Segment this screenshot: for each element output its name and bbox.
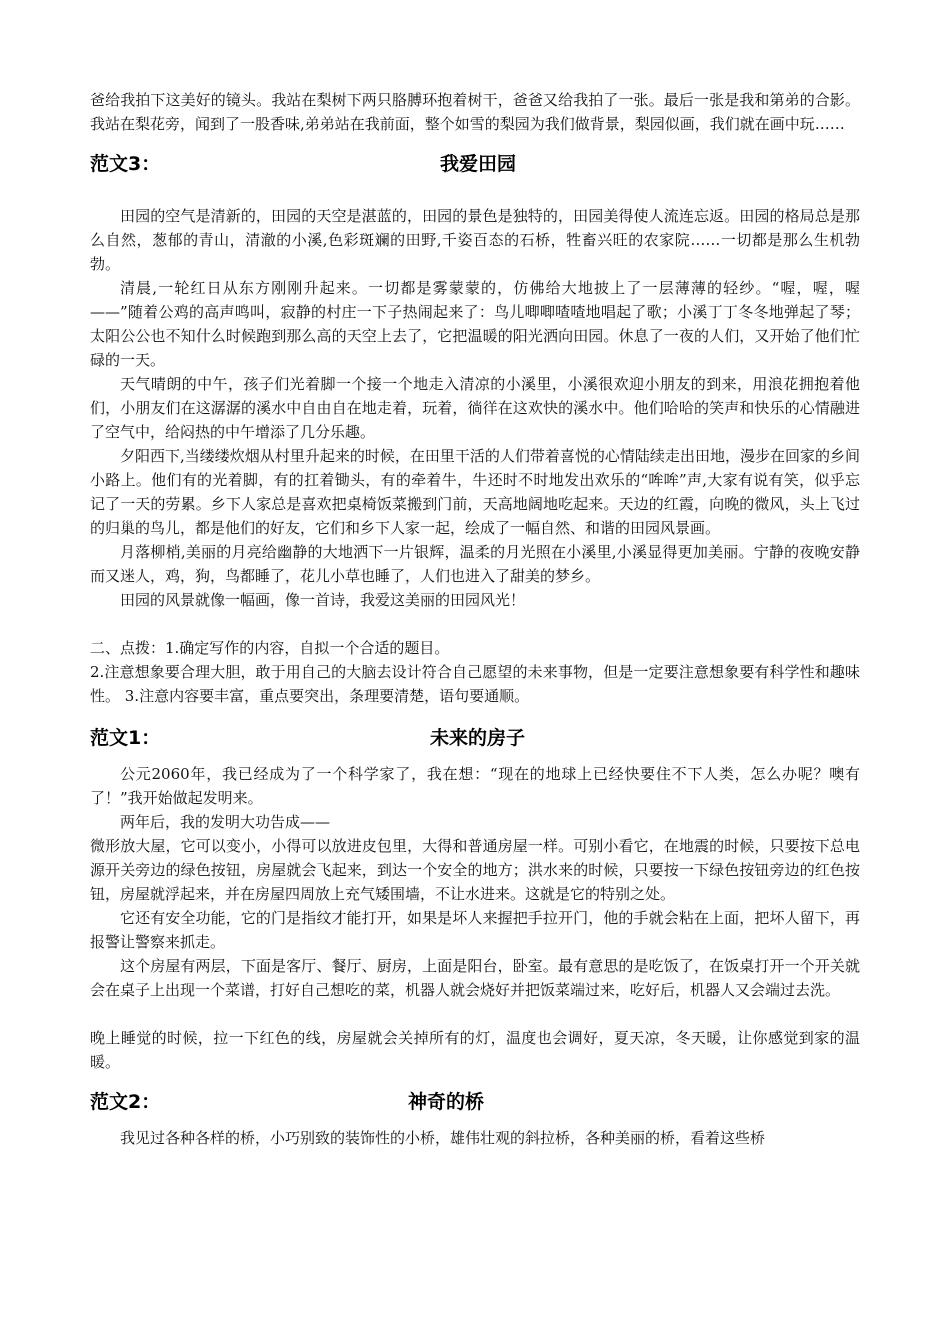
essay3-label: 范文3： <box>90 153 161 175</box>
essay1-paragraph: 微形放大屋，它可以变小，小得可以放进皮包里，大得和普通房屋一样。可别小看它，在地震的时候，只要按下总电源开关旁边的绿色按钮，房屋就会飞起来，到达一个安全的地方；洪水来的时候，只要按一下绿色按钮旁边的红色按钮，房屋就浮起来，并在房屋四周放上充气矮围墙，不让水进来。这就是它的特别之处。 <box>90 837 860 903</box>
essay2-heading <box>90 1078 860 1122</box>
essay3-paragraph: 月落柳梢,美丽的月亮给幽静的大地洒下一片银辉，温柔的月光照在小溪里,小溪显得更加美丽。宁静的夜晚安静而又迷人，鸡，狗，鸟都睡了，花儿小草也睡了，人们也进入了甜美的梦乡。 <box>90 543 860 585</box>
essay3-title: 我爱田园 <box>440 153 517 175</box>
essay1-paragraph: 公元2060年，我已经成为了一个科学家了，我在想：“现在的地球上已经快要住不下人类，怎么办呢？噢有了！”我开始做起发明来。 <box>90 765 860 807</box>
essay1-paragraph: 两年后，我的发明大功告成—— <box>120 813 331 831</box>
essay2-title: 神奇的桥 <box>408 1091 485 1113</box>
essay3-paragraph: 清晨,一轮红日从东方刚刚升起来。一切都是雾蒙蒙的，仿佛给大地披上了一层薄薄的轻纱。“喔，喔，喔——”随着公鸡的高声鸣叫，寂静的村庄一下子热闹起来了：鸟儿唧唧喳喳地唱起了歌；小溪丁丁冬冬地弹起了琴；太阳公公也不知什么时候跑到那么高的天空上去了，它把温暖的阳光洒向田园。休息了一夜的人们，又开始了他们忙碌的一天。 <box>90 279 860 369</box>
essay3-paragraph: 田园的风景就像一幅画，像一首诗，我爱这美丽的田园风光！ <box>120 591 526 609</box>
essay3-heading <box>90 140 860 184</box>
document-page <box>90 0 860 1150</box>
intro-paragraph: 爸给我拍下这美好的镜头。我站在梨树下两只胳膊环抱着树干，爸爸又给我拍了一张。最后一张是我和第弟的合影。我站在梨花旁，闻到了一股香味,弟弟站在我前面，整个如雪的梨园为我们做背景，梨园似画，我们就在画中玩…… <box>90 91 860 133</box>
essay1-paragraph: 它还有安全功能，它的门是指纹才能打开，如果是坏人来握把手拉开门，他的手就会粘在上面，把坏人留下，再报警让警察来抓走。 <box>90 909 860 951</box>
essay1-paragraph: 晚上睡觉的时候，拉一下红色的线，房屋就会关掉所有的灯，温度也会调好，夏天凉，冬天暖，让你感觉到家的温暖。 <box>90 1029 860 1071</box>
essay1-paragraph: 这个房屋有两层，下面是客厅、餐厅、厨房，上面是阳台，卧室。最有意思的是吃饭了，在饭桌打开一个开关就会在桌子上出现一个菜谱，打好自己想吃的菜，机器人就会烧好并把饭菜端过来，吃好后，机器人又会端过去洗。 <box>90 957 860 999</box>
essay2-paragraph: 我见过各种各样的桥，小巧别致的装饰性的小桥，雄伟壮观的斜拉桥，各种美丽的桥，看着这些桥 <box>120 1129 766 1147</box>
essay1-label: 范文1： <box>90 727 161 749</box>
guidance-line-2: 2.注意想象要合理大胆，敢于用自己的大脑去设计符合自己愿望的未来事物，但是一定要注意想象要有科学性和趣味性。 3.注意内容要丰富，重点要突出，条理要清楚，语句要通顺。 <box>90 663 860 705</box>
essay3-paragraph: 天气晴朗的中午，孩子们光着脚一个接一个地走入清凉的小溪里，小溪很欢迎小朋友的到来，用浪花拥抱着他们，小朋友们在这潺潺的溪水中自由自在地走着，玩着，徜徉在这欢快的溪水中。他们哈哈的笑声和快乐的心情融进了空气中，给闷热的中午增添了几分乐趣。 <box>90 375 860 441</box>
essay2-label: 范文2： <box>90 1091 161 1113</box>
guidance-line-1: 二、点拨：1.确定写作的内容，自拟一个合适的题目。 <box>90 639 450 657</box>
essay3-paragraph: 夕阳西下,当缕缕炊烟从村里升起来的时候，在田里干活的人们带着喜悦的心情陆续走出田地，漫步在回家的乡间小路上。他们有的光着脚，有的扛着锄头，有的牵着牛，牛还时不时地发出欢乐的“哞哞”声,大家有说有笑，似乎忘记了一天的劳累。乡下人家总是喜欢把桌椅饭菜搬到门前，天高地阔地吃起来。天边的红霞，向晚的微风，头上飞过的归巢的鸟儿，都是他们的好友，它们和乡下人家一起，绘成了一幅自然、和谐的田园风景画。 <box>90 447 860 537</box>
essay1-heading <box>90 714 860 758</box>
essay1-title: 未来的房子 <box>430 727 526 749</box>
essay3-paragraph: 田园的空气是清新的，田园的天空是湛蓝的，田园的景色是独特的，田园美得使人流连忘返。田园的格局总是那么自然，葱郁的青山，清澈的小溪,色彩斑斓的田野,千姿百态的石桥，牲畜兴旺的农家院……一切都是那么生机勃勃。 <box>90 207 860 273</box>
